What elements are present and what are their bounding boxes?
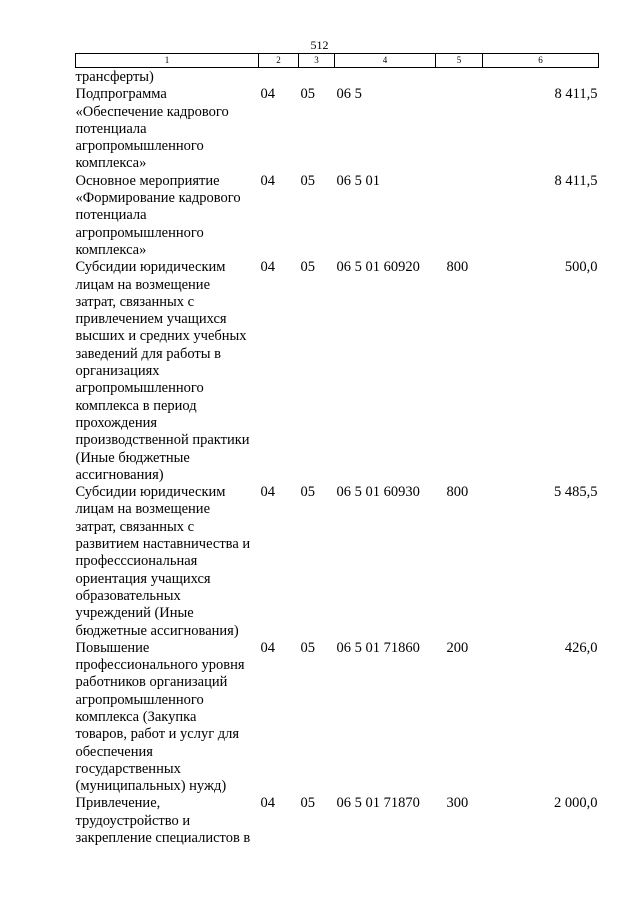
table-row xyxy=(76,640,599,796)
row-target-article-cell: 06 5 xyxy=(336,86,362,103)
row-amount-cell: 8 411,5 xyxy=(554,86,598,103)
row-name-line: агропромышленного xyxy=(75,224,204,241)
row-amount-cell: 5 485,5 xyxy=(554,484,598,501)
column-header-expense-type: 5 xyxy=(436,54,483,68)
row-name-line: товаров, работ и услуг для xyxy=(75,726,240,743)
row-name-line: развитием наставничества и xyxy=(75,536,251,553)
row-name-line: Подпрограмма xyxy=(75,86,167,103)
row-name-line: Основное мероприятие xyxy=(75,172,220,189)
row-name-line: «Обеспечение кадрового xyxy=(75,103,229,120)
row-name-line: ассигнования) xyxy=(75,466,164,483)
row-amount-cell: 2 000,0 xyxy=(554,795,598,812)
row-section-cell: 04 xyxy=(260,795,275,812)
row-subsection-cell: 05 xyxy=(300,484,315,501)
row-name-line: професссиональная xyxy=(75,553,198,570)
row-amount-cell: 8 411,5 xyxy=(554,172,598,189)
row-subsection-cell: 05 xyxy=(300,795,315,812)
row-name-cell xyxy=(76,173,259,259)
row-expense-type-cell xyxy=(436,86,483,172)
row-target-article-cell: 06 5 01 60930 xyxy=(336,484,420,501)
row-expense-type-cell xyxy=(436,173,483,259)
row-target-article-cell: 06 5 01 71870 xyxy=(336,795,420,812)
row-name-cell xyxy=(76,86,259,172)
row-name-line: закрепление специалистов в xyxy=(75,830,251,847)
row-name-line: образовательных xyxy=(75,587,181,604)
row-name-line: агропромышленного xyxy=(75,380,204,397)
row-name-line: профессионального уровня xyxy=(75,657,245,674)
table-header-row xyxy=(76,54,599,68)
row-amount-cell xyxy=(483,68,599,87)
column-header-section: 2 xyxy=(259,54,299,68)
row-name-line: ориентация учащихся xyxy=(75,570,211,587)
row-subsection-cell: 05 xyxy=(300,172,315,189)
table-body xyxy=(76,68,599,848)
table-row xyxy=(76,795,599,847)
column-header-subsection: 3 xyxy=(299,54,335,68)
row-name-line: потенциала xyxy=(75,120,147,137)
row-name-cell xyxy=(76,68,259,87)
table-row xyxy=(76,173,599,259)
row-subsection-cell: 05 xyxy=(300,259,315,276)
row-expense-type-cell: 300 xyxy=(446,795,469,812)
table-row xyxy=(76,484,599,640)
row-subsection-cell xyxy=(299,68,335,87)
row-expense-type-cell: 800 xyxy=(446,259,469,276)
row-expense-type-cell xyxy=(436,68,483,87)
row-target-article-cell: 06 5 01 xyxy=(336,172,380,189)
row-name-line: лицам на возмещение xyxy=(75,501,211,518)
column-header-amount: 6 xyxy=(483,54,599,68)
row-name-line: работников организаций xyxy=(75,674,228,691)
row-name-line: заведений для работы в xyxy=(75,345,221,362)
row-name-cell xyxy=(76,259,259,484)
row-name-cell xyxy=(76,640,259,796)
row-name-line: (муниципальных) нужд) xyxy=(75,778,227,795)
row-name-line: прохождения xyxy=(75,414,158,431)
budget-table xyxy=(75,53,599,847)
row-name-line: Повышение xyxy=(75,639,150,656)
row-target-article-cell: 06 5 01 71860 xyxy=(336,639,420,656)
table-row xyxy=(76,259,599,484)
row-name-line: Субсидии юридическим xyxy=(75,484,226,501)
table-row xyxy=(76,86,599,172)
page-number: 512 xyxy=(310,38,329,52)
row-name-line: комплекса» xyxy=(75,155,147,172)
row-amount-cell: 426,0 xyxy=(564,639,598,656)
row-expense-type-cell: 800 xyxy=(446,484,469,501)
row-name-line: «Формирование кадрового xyxy=(75,190,241,207)
row-section-cell: 04 xyxy=(260,86,275,103)
row-name-line: учреждений (Иные xyxy=(75,605,194,622)
row-name-line: комплекса в период xyxy=(75,397,197,414)
row-subsection-cell: 05 xyxy=(300,639,315,656)
row-name-line: привлечением учащихся xyxy=(75,311,227,328)
column-header-name: 1 xyxy=(76,54,259,68)
row-name-line: Привлечение, xyxy=(75,795,161,812)
row-name-line: (Иные бюджетные xyxy=(75,449,190,466)
row-target-article-cell xyxy=(335,68,436,87)
row-section-cell xyxy=(259,68,299,87)
row-name-line: производственной практики xyxy=(75,432,250,449)
row-name-line: высших и средних учебных xyxy=(75,328,247,345)
row-name-line: лицам на возмещение xyxy=(75,276,211,293)
row-name-line: трансферты) xyxy=(75,69,154,85)
row-name-line: потенциала xyxy=(75,207,147,224)
row-target-article-cell: 06 5 01 60920 xyxy=(336,259,420,276)
row-name-line: комплекса (Закупка xyxy=(75,708,197,725)
row-name-line: затрат, связанных с xyxy=(75,293,195,310)
row-section-cell: 04 xyxy=(260,172,275,189)
row-name-line: бюджетные ассигнования) xyxy=(75,622,239,639)
row-name-line: Субсидии юридическим xyxy=(75,259,226,276)
row-name-line: организациях xyxy=(75,363,160,380)
row-section-cell: 04 xyxy=(260,259,275,276)
row-name-line: затрат, связанных с xyxy=(75,518,195,535)
row-section-cell: 04 xyxy=(260,639,275,656)
row-name-line: комплекса» xyxy=(75,241,147,258)
row-name-line: государственных xyxy=(75,760,181,777)
row-name-cell xyxy=(76,484,259,640)
row-subsection-cell: 05 xyxy=(300,86,315,103)
row-name-line: агропромышленного xyxy=(75,691,204,708)
table-row xyxy=(76,68,599,87)
row-name-line: трудоустройство и xyxy=(75,812,191,829)
row-name-line: агропромышленного xyxy=(75,138,204,155)
row-section-cell: 04 xyxy=(260,484,275,501)
row-name-line: обеспечения xyxy=(75,743,153,760)
row-name-cell xyxy=(76,795,259,847)
row-expense-type-cell: 200 xyxy=(446,639,469,656)
row-amount-cell: 500,0 xyxy=(564,259,598,276)
column-header-target-article: 4 xyxy=(335,54,436,68)
